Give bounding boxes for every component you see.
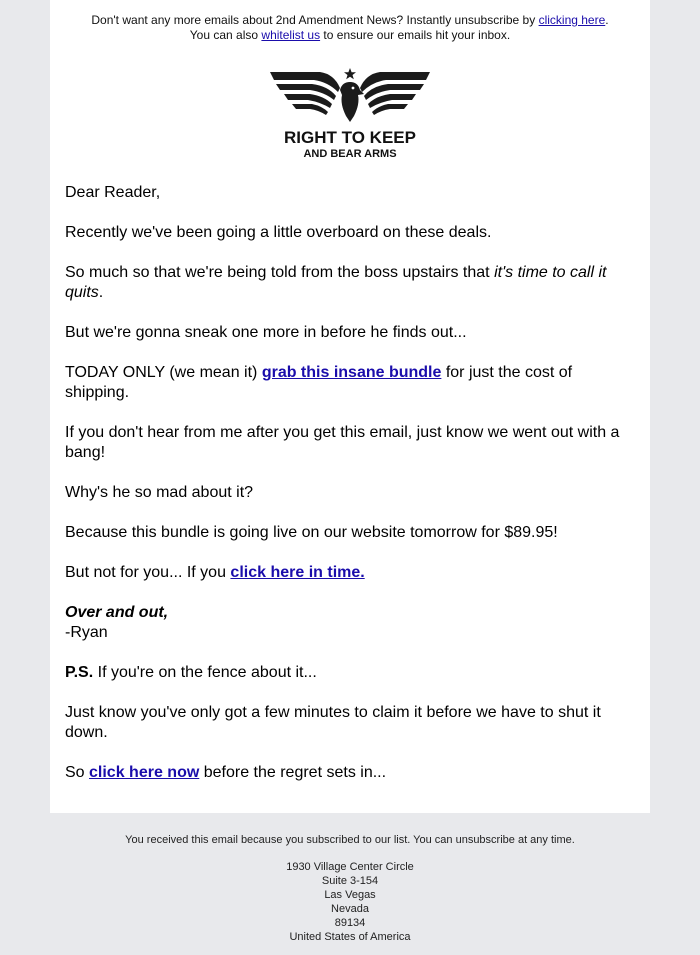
unsubscribe-link[interactable]: clicking here <box>538 13 606 27</box>
paragraph-10: So click here now before the regret sets in... <box>65 764 387 781</box>
subscription-notice: You received this email because you subscribed to our list. You can unsubscribe at any time. <box>125 834 575 846</box>
address-line: Nevada <box>331 903 369 915</box>
signoff-block <box>65 603 625 643</box>
paragraph-3: But we're gonna sneak one more in before he finds out... <box>65 324 467 341</box>
postal-address <box>0 860 700 944</box>
paragraph-5: If you don't hear from me after you get this email, just know we went out with a bang! <box>65 424 620 461</box>
ps-label: P.S. <box>65 664 94 681</box>
paragraph-6: Why's he so mad about it? <box>65 484 254 501</box>
signature: -Ryan <box>65 624 108 641</box>
italic-quote: it's time to call it quits <box>65 264 607 301</box>
click-here-in-time-link[interactable]: click here in time. <box>230 564 365 581</box>
email-card <box>50 0 650 813</box>
address-line: 1930 Village Center Circle <box>286 861 414 873</box>
paragraph-9: Just know you've only got a few minutes to claim it before we have to shut it down. <box>65 704 601 741</box>
postscript: P.S. If you're on the fence about it... <box>65 664 317 681</box>
paragraph-2: So much so that we're being told from the boss upstairs that it's time to call it quits. <box>65 264 607 301</box>
address-line: 89134 <box>334 917 366 929</box>
paragraph-1: Recently we've been going a little overboard on these deals. <box>65 224 492 241</box>
unsubscribe-text: Don't want any more emails about 2nd Amendment News? Instantly unsubscribe by <box>91 13 539 27</box>
brand-logo[interactable] <box>50 66 650 162</box>
paragraph-8: But not for you... If you click here in time. <box>65 564 365 581</box>
logo-subtitle: AND BEAR ARMS <box>303 148 397 160</box>
paragraph-7: Because this bundle is going live on our website tomorrow for $89.95! <box>65 524 558 541</box>
address-line: Las Vegas <box>324 889 376 901</box>
click-here-now-link[interactable]: click here now <box>89 764 200 781</box>
paragraph-4: TODAY ONLY (we mean it) grab this insane bundle for just the cost of shipping. <box>65 364 573 401</box>
whitelist-link[interactable]: whitelist us <box>261 28 321 42</box>
bundle-link[interactable]: grab this insane bundle <box>261 364 442 381</box>
unsubscribe-notice: Don't want any more emails about 2nd Amendment News? Instantly unsubscribe by clicking here. You can also whitelist us to ensure our emails hit your inbox. <box>91 13 609 42</box>
logo-title: RIGHT TO KEEP <box>284 128 416 147</box>
greeting: Dear Reader, <box>65 184 161 201</box>
signoff: Over and out, <box>65 604 169 621</box>
email-footer <box>0 833 700 944</box>
address-line: United States of America <box>289 931 411 943</box>
email-body <box>65 183 625 803</box>
address-line: Suite 3-154 <box>321 875 379 887</box>
eagle-wings-emblem-icon <box>268 68 432 124</box>
whitelist-text: You can also <box>189 28 262 42</box>
